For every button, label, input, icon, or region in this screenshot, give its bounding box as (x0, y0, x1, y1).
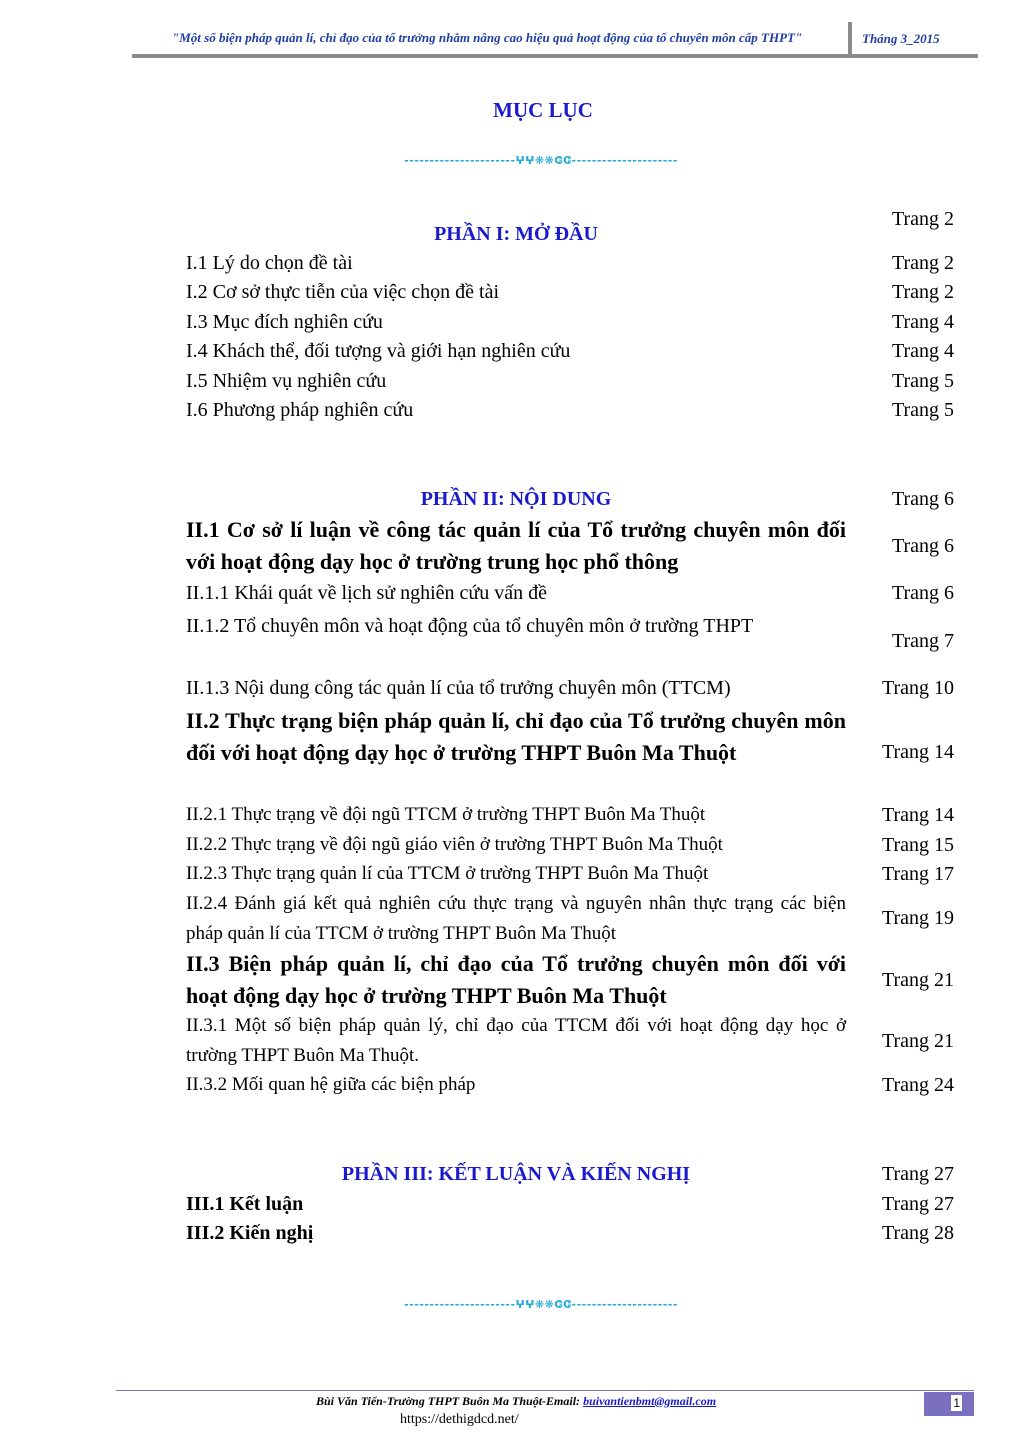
part2-heading: PHẦN II: NỘI DUNG (420, 488, 612, 510)
footer-author-text: Bùi Văn Tiến-Trường THPT Buôn Ma Thuột-Email: (315, 1394, 584, 1408)
toc-entry-page: Trang 4 (891, 311, 954, 333)
toc-title: MỤC LỤC (493, 98, 593, 122)
toc-entry[interactable]: III.1 Kết luận (186, 1193, 304, 1215)
toc-entry-page: Trang 6 (891, 535, 954, 557)
part3-page: Trang 27 (881, 1163, 954, 1185)
toc-entry[interactable]: III.2 Kiến nghị (186, 1222, 314, 1244)
page-number: 1 (953, 1396, 960, 1410)
toc-entry-page: Trang 27 (881, 1193, 954, 1215)
toc-entry-page: Trang 2 (891, 252, 954, 274)
toc-entry-page: Trang 21 (881, 969, 954, 991)
toc-entry-page: Trang 28 (881, 1222, 954, 1244)
toc-entry-page: Trang 14 (881, 804, 954, 826)
ornament-divider-bottom: ----------------------ⵖⵖ❋❋ⵛⵛ--------------------- (404, 1298, 678, 1311)
toc-entry[interactable]: II.3.1 Một số biện pháp quản lý, chỉ đạo của TTCM đối với hoạt động dạy học ở trường THPT Buôn Ma Thuột. (186, 1015, 846, 1066)
document-title: "Một số biện pháp quản lí, chỉ đạo của tổ trưởng nhằm nâng cao hiệu quả hoạt động của tổ chuyên môn cấp THPT" (172, 30, 803, 45)
toc-entry[interactable]: II.2.1 Thực trạng về đội ngũ TTCM ở trường THPT Buôn Ma Thuột (186, 804, 706, 825)
footer-url[interactable]: https://dethigdcd.net/ (400, 1412, 519, 1427)
toc-entry[interactable]: I.1 Lý do chọn đề tài (186, 252, 353, 274)
toc-entry[interactable]: I.3 Mục đích nghiên cứu (186, 311, 383, 333)
toc-entry[interactable]: II.3.2 Mối quan hệ giữa các biện pháp (186, 1074, 476, 1095)
toc-entry-page: Trang 5 (891, 370, 954, 392)
toc-entry-page: Trang 21 (881, 1030, 954, 1052)
toc-entry[interactable]: I.2 Cơ sở thực tiễn của việc chọn đề tài (186, 281, 500, 303)
document-date: Tháng 3_2015 (862, 31, 940, 46)
toc-entry[interactable]: II.2.3 Thực trạng quản lí của TTCM ở trường THPT Buôn Ma Thuột (186, 863, 709, 884)
toc-entry[interactable]: II.2.2 Thực trạng về đội ngũ giáo viên ở trường THPT Buôn Ma Thuột (186, 834, 723, 855)
toc-entry[interactable]: II.1.2 Tổ chuyên môn và hoạt động của tổ chuyên môn ở trường THPT (186, 615, 754, 637)
page-header (132, 22, 978, 58)
page-number-badge (924, 1392, 974, 1416)
toc-entry-page: Trang 2 (891, 281, 954, 303)
toc-entry[interactable]: II.2.4 Đánh giá kết quả nghiên cứu thực trạng và nguyên nhân thực trạng các biện pháp quản lí của TTCM ở trường THPT Buôn Ma Thuột (186, 893, 846, 944)
toc-entry-page: Trang 6 (891, 582, 954, 604)
header-divider (848, 22, 852, 54)
toc-entry[interactable]: I.6 Phương pháp nghiên cứu (186, 399, 414, 421)
toc-entry-page: Trang 14 (881, 741, 954, 763)
toc-entry-section[interactable]: II.2 Thực trạng biện pháp quản lí, chỉ đạo của Tổ trưởng chuyên môn đối với hoạt động dạy học ở trường THPT Buôn Ma Thuột (186, 708, 846, 765)
toc-entry-page: Trang 10 (881, 677, 954, 699)
toc-entry-section[interactable]: II.1 Cơ sở lí luận về công tác quản lí của Tổ trưởng chuyên môn đối với hoạt động dạy học ở trường trung học phổ thông (186, 517, 846, 574)
toc-entry[interactable]: II.1.1 Khái quát về lịch sử nghiên cứu vấn đề (186, 582, 548, 604)
part3-heading: PHẦN III: KẾT LUẬN VÀ KIẾN NGHỊ (341, 1163, 691, 1185)
toc-entry-page: Trang 15 (881, 834, 954, 856)
footer-email-link[interactable]: buivantienbmt@gmail.com (583, 1394, 717, 1408)
toc-entry-page: Trang 19 (881, 907, 954, 929)
footer-author (186, 1394, 846, 1409)
toc-entry[interactable]: I.5 Nhiệm vụ nghiên cứu (186, 370, 387, 392)
toc-entry[interactable]: I.4 Khách thể, đối tượng và giới hạn nghiên cứu (186, 340, 571, 362)
ornament-divider-top: ----------------------ⵖⵖ❋❋ⵛⵛ--------------------- (404, 154, 678, 167)
toc-entry-page: Trang 5 (891, 399, 954, 421)
toc-entry-page: Trang 4 (891, 340, 954, 362)
toc-entry-page: Trang 17 (881, 863, 954, 885)
toc-entry-section[interactable]: II.3 Biện pháp quản lí, chỉ đạo của Tổ trưởng chuyên môn đối với hoạt động dạy học ở trường THPT Buôn Ma Thuột (186, 951, 846, 1008)
toc-entry-page: Trang 24 (881, 1074, 954, 1096)
footer-rule (116, 1390, 974, 1391)
part1-page: Trang 2 (891, 208, 954, 230)
part2-page: Trang 6 (891, 488, 954, 510)
toc-entry-page: Trang 7 (891, 630, 954, 652)
toc-entry[interactable]: II.1.3 Nội dung công tác quản lí của tổ trưởng chuyên môn (TTCM) (186, 677, 731, 699)
part1-heading: PHẦN I: MỞ ĐẦU (434, 223, 598, 245)
